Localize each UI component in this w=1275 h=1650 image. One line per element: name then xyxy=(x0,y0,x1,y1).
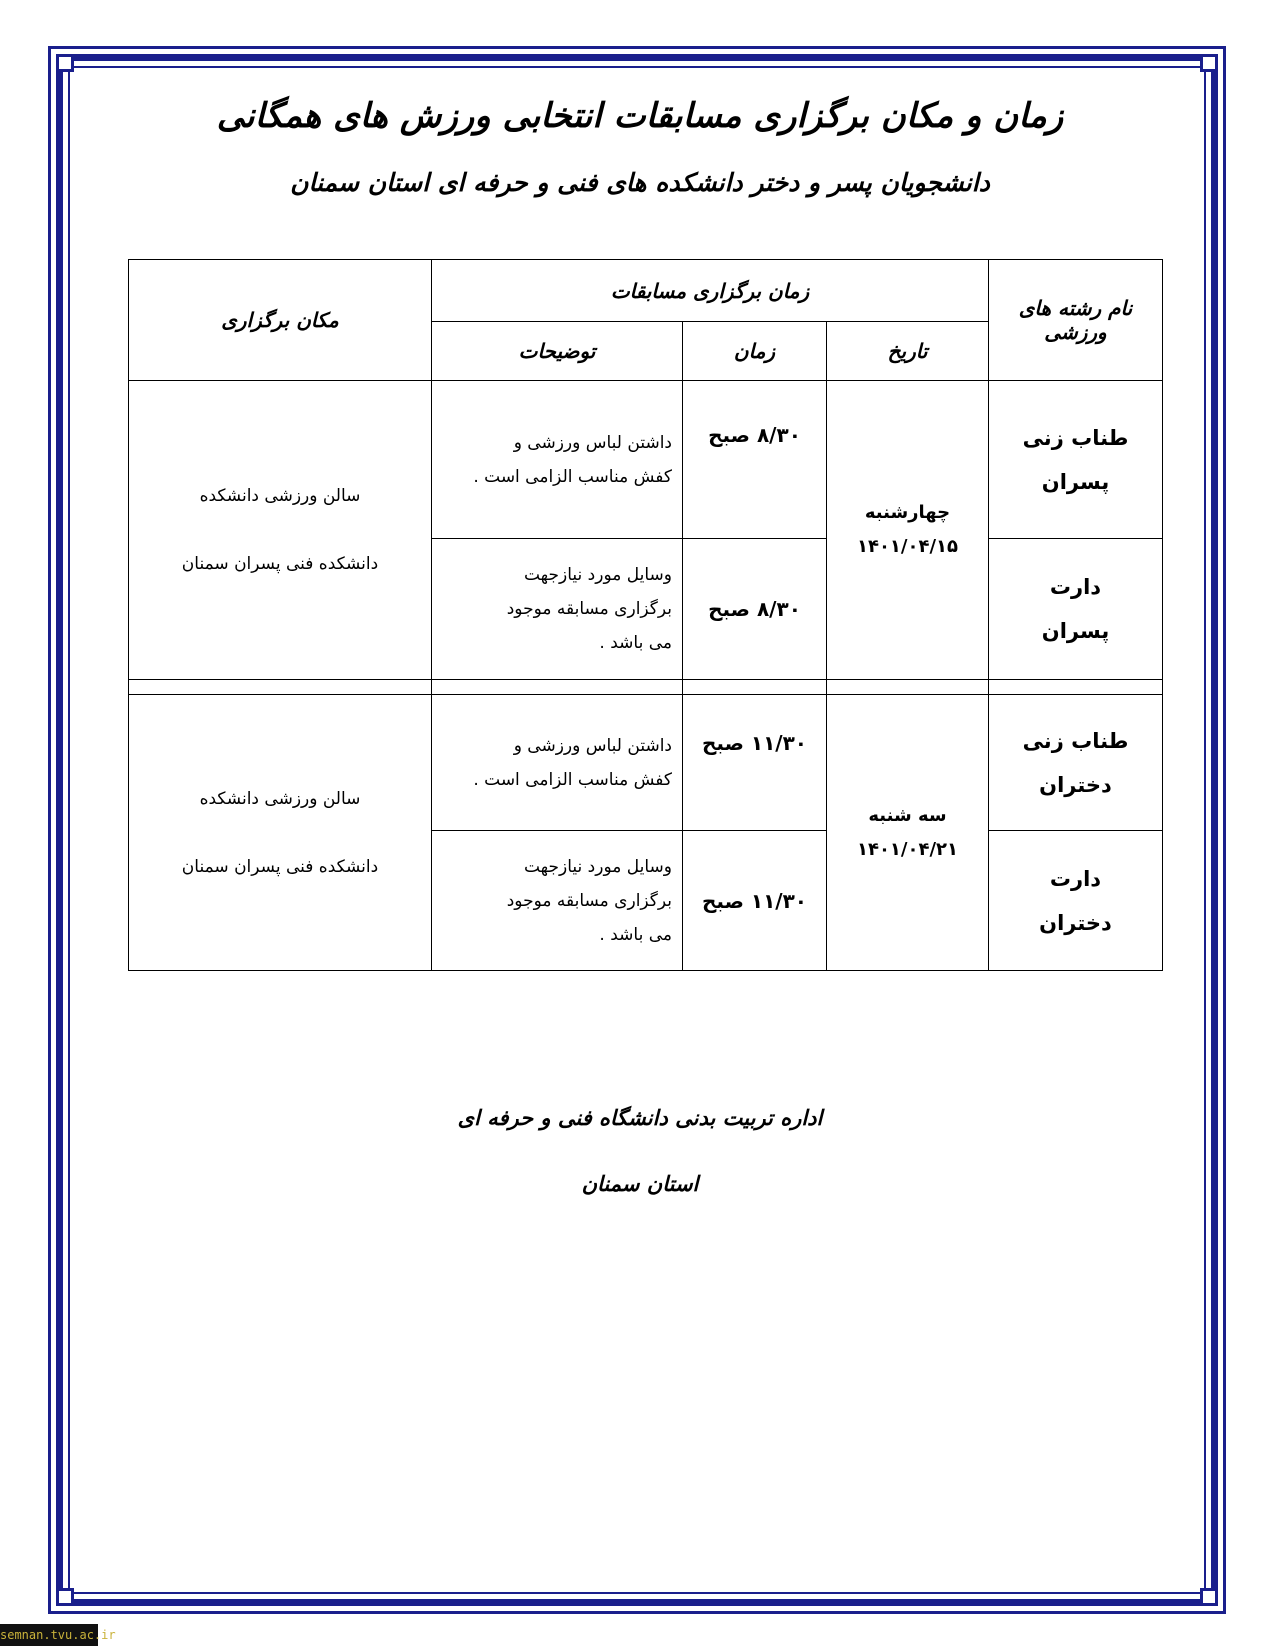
time-cell: ۸/۳۰ صبح xyxy=(683,539,827,680)
sport-cell: دارت پسران xyxy=(989,539,1163,680)
place-cell: سالن ورزشی دانشکده دانشکده فنی پسران سمنان xyxy=(129,381,432,680)
notes-cell: وسایل مورد نیازجهت برگزاری مسابقه موجود می باشد . xyxy=(432,831,683,971)
corner-ornament xyxy=(1200,1588,1218,1606)
notes-cell: داشتن لباس ورزشی و کفش مناسب الزامی است . xyxy=(432,381,683,539)
page-subtitle: دانشجویان پسر و دختر دانشکده های فنی و حرفه ای استان سمنان xyxy=(290,168,990,197)
footer-office: اداره تربیت بدنی دانشگاه فنی و حرفه ای xyxy=(457,1106,823,1130)
schedule-table xyxy=(128,259,1163,971)
notes-cell: داشتن لباس ورزشی و کفش مناسب الزامی است . xyxy=(432,695,683,831)
footer-province: استان سمنان xyxy=(581,1172,699,1196)
date-cell: سه شنبه ۱۴۰۱/۰۴/۲۱ xyxy=(827,695,989,971)
corner-ornament xyxy=(56,1588,74,1606)
corner-ornament xyxy=(1200,54,1218,72)
time-cell: ۱۱/۳۰ صبح xyxy=(683,695,827,831)
sport-cell: دارت دختران xyxy=(989,831,1163,971)
table-row xyxy=(129,695,1163,831)
site-watermark: semnan.tvu.ac.ir xyxy=(0,1624,98,1646)
time-cell: ۱۱/۳۰ صبح xyxy=(683,831,827,971)
header-schedule: زمان برگزاری مسابقات xyxy=(432,260,989,322)
header-sport: نام رشته های ورزشی xyxy=(989,260,1163,381)
header-notes: توضیحات xyxy=(432,322,683,381)
place-cell: سالن ورزشی دانشکده دانشکده فنی پسران سمنان xyxy=(129,695,432,971)
header-time: زمان xyxy=(683,322,827,381)
page-title: زمان و مکان برگزاری مسابقات انتخابی ورزش های همگانی xyxy=(216,96,1064,136)
header-date: تاریخ xyxy=(827,322,989,381)
table-row xyxy=(129,381,1163,539)
time-cell: ۸/۳۰ صبح xyxy=(683,381,827,539)
notes-cell: وسایل مورد نیازجهت برگزاری مسابقه موجود می باشد . xyxy=(432,539,683,680)
table-divider-row xyxy=(129,680,1163,695)
header-place: مکان برگزاری xyxy=(129,260,432,381)
corner-ornament xyxy=(56,54,74,72)
sport-cell: طناب زنی دختران xyxy=(989,695,1163,831)
date-cell: چهارشنبه ۱۴۰۱/۰۴/۱۵ xyxy=(827,381,989,680)
sport-cell: طناب زنی پسران xyxy=(989,381,1163,539)
